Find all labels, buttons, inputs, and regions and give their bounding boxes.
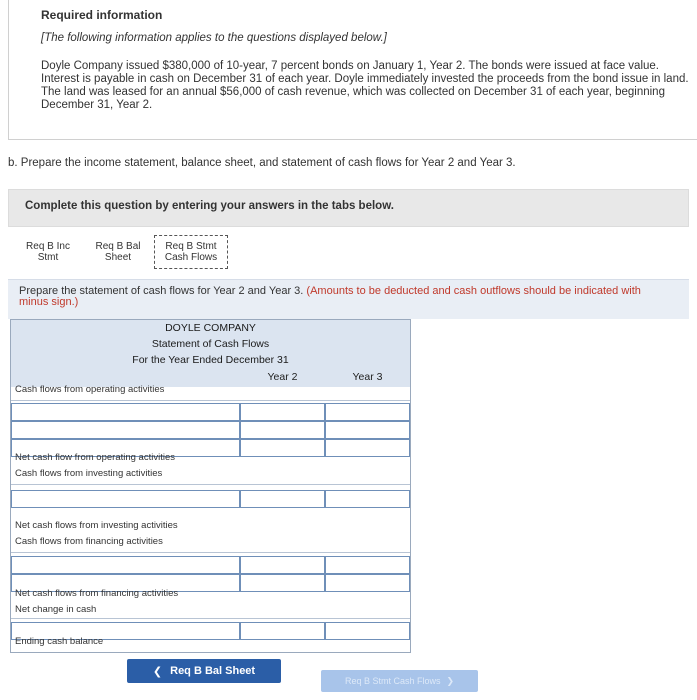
tab-label: Req B Bal xyxy=(95,241,141,252)
instruction-text xyxy=(19,286,649,308)
financing-item-1-label[interactable] xyxy=(11,556,240,574)
tab-req-b-bal-sheet[interactable] xyxy=(90,235,146,269)
row-divider xyxy=(11,400,410,401)
chevron-right-icon: ❯ xyxy=(446,675,455,686)
operating-label: Cash flows from operating activities xyxy=(15,384,165,395)
required-information-panel xyxy=(8,0,697,140)
info-title: Required information xyxy=(41,8,163,22)
tab-req-b-stmt-cash-flows[interactable] xyxy=(154,235,228,269)
tab-label: Stmt xyxy=(37,252,59,263)
operating-item-2-label[interactable] xyxy=(11,421,240,439)
financing-label: Cash flows from financing activities xyxy=(15,536,163,547)
instruction-bar xyxy=(8,279,689,319)
cash-flow-statement xyxy=(10,319,411,653)
question-text: b. Prepare the income statement, balance sheet, and statement of cash flows for Year 2 and Year 3. xyxy=(8,157,516,169)
info-body: Doyle Company issued $380,000 of 10-year, 7 percent bonds on January 1, Year 2. The bonds were issued at face value. Interest is payable in cash on December 31 of each year. Doyle immediately invested the proceeds from the bond issue in land. The land was leased for an annual $56,000 of cash revenue, which was collected on December 31 of each year, beginning December 31, Year 2. xyxy=(41,60,689,111)
company-name: DOYLE COMPANY xyxy=(11,320,410,336)
tab-label: Sheet xyxy=(104,252,132,263)
tab-label: Req B Stmt xyxy=(165,241,217,252)
operating-item-3-year2[interactable] xyxy=(240,439,325,457)
operating-item-1-year2[interactable] xyxy=(240,403,325,421)
next-tab-button[interactable] xyxy=(321,670,478,692)
statement-name: Statement of Cash Flows xyxy=(11,336,410,352)
year3-header: Year 3 xyxy=(325,368,410,387)
net-investing-label: Net cash flows from investing activities xyxy=(15,520,178,531)
investing-label: Cash flows from investing activities xyxy=(15,468,163,479)
statement-period: For the Year Ended December 31 xyxy=(11,352,410,368)
tab-label: Req B Inc xyxy=(26,241,70,252)
net-operating-label: Net cash flow from operating activities xyxy=(15,452,175,463)
operating-item-1-label[interactable] xyxy=(11,403,240,421)
tab-req-b-inc-stmt[interactable] xyxy=(20,235,76,269)
instruction-note: (Amounts to be deducted and cash outflows should be indicated with minus sign.) xyxy=(19,285,641,308)
year2-header: Year 2 xyxy=(240,368,325,387)
operating-item-3-year3[interactable] xyxy=(325,439,410,457)
operating-item-2-year2[interactable] xyxy=(240,421,325,439)
complete-label: Complete this question by entering your answers in the tabs below. xyxy=(25,200,394,212)
instruction-main: Prepare the statement of cash flows for Year 2 and Year 3. xyxy=(19,285,304,297)
row-divider xyxy=(11,484,410,485)
row-divider xyxy=(11,552,410,553)
table-row xyxy=(11,556,410,574)
financing-item-1-year3[interactable] xyxy=(325,556,410,574)
prev-label: Req B Bal Sheet xyxy=(170,665,256,677)
complete-question-bar xyxy=(8,189,689,227)
net-change-year3[interactable] xyxy=(325,622,410,640)
info-note: [The following information applies to the questions displayed below.] xyxy=(41,32,387,44)
investing-item-1-year3[interactable] xyxy=(325,490,410,508)
investing-item-1-label[interactable] xyxy=(11,490,240,508)
next-label: Req B Stmt Cash Flows xyxy=(344,676,441,686)
financing-item-2-year3[interactable] xyxy=(325,574,410,592)
row-divider xyxy=(11,618,410,619)
net-financing-label: Net cash flows from financing activities xyxy=(15,588,179,599)
financing-item-2-year2[interactable] xyxy=(240,574,325,592)
operating-item-2-year3[interactable] xyxy=(325,421,410,439)
prev-tab-button[interactable] xyxy=(127,659,281,683)
table-row xyxy=(11,403,410,421)
net-change-year2[interactable] xyxy=(240,622,325,640)
financing-item-1-year2[interactable] xyxy=(240,556,325,574)
tab-label: Cash Flows xyxy=(164,252,218,263)
net-change-label: Net change in cash xyxy=(15,604,97,615)
table-row xyxy=(11,490,410,508)
investing-item-1-year2[interactable] xyxy=(240,490,325,508)
ending-cash-label: Ending cash balance xyxy=(15,636,104,647)
operating-item-1-year3[interactable] xyxy=(325,403,410,421)
table-row xyxy=(11,421,410,439)
tabs-bar xyxy=(8,227,689,279)
chevron-left-icon: ❮ xyxy=(152,665,163,678)
